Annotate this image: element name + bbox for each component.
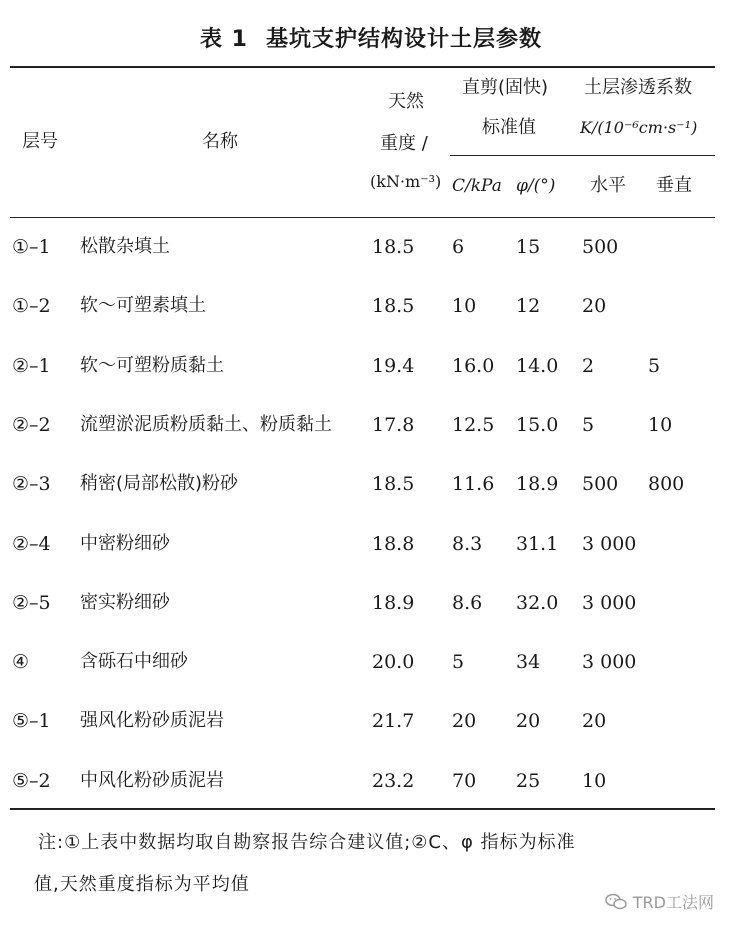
header-unit-weight-3: (kN·m⁻³) [370, 172, 442, 191]
cell-k-horizontal: 500 [582, 236, 619, 258]
header-unit-weight-2: 重度 / [380, 133, 428, 154]
header-layer-no: 层号 [22, 131, 58, 152]
cell-k-horizontal: 3 000 [582, 651, 637, 674]
cell-unit-weight: 18.9 [372, 591, 415, 614]
bottom-rule [10, 808, 715, 810]
cell-name: 中密粉细砂 [80, 532, 170, 554]
cell-k-horizontal: 10 [582, 769, 607, 792]
header-sub-rule [450, 155, 715, 156]
cell-k-horizontal: 3 000 [582, 591, 637, 614]
cell-name: 含砾石中细砂 [80, 651, 188, 673]
cell-unit-weight: 18.8 [372, 532, 415, 555]
cell-cohesion: 5 [452, 651, 465, 674]
cell-unit-weight: 18.5 [372, 236, 415, 258]
cell-friction-angle: 12 [516, 295, 541, 318]
cell-friction-angle: 20 [516, 710, 541, 733]
top-rule [10, 66, 715, 68]
header-unit-weight-1: 天然 [388, 91, 424, 112]
cell-layer-no: ②–1 [12, 354, 51, 377]
cell-layer-no: ②–3 [12, 473, 51, 496]
cell-name: 中风化粉砂质泥岩 [80, 769, 224, 791]
cell-k-vertical: 800 [648, 473, 685, 496]
cell-cohesion: 6 [452, 236, 465, 258]
cell-name: 松散杂填土 [80, 236, 170, 257]
cell-layer-no: ④ [12, 651, 30, 674]
cell-unit-weight: 23.2 [372, 769, 415, 792]
cell-unit-weight: 21.7 [372, 710, 415, 733]
cell-k-horizontal: 2 [582, 354, 595, 377]
cell-k-horizontal: 5 [582, 413, 595, 436]
header-shear-2: 标准值 [482, 117, 536, 138]
cell-friction-angle: 32.0 [516, 591, 559, 614]
header-permeability-1: 土层渗透系数 [584, 77, 692, 98]
header-horizontal: 水平 [590, 175, 626, 196]
cell-layer-no: ②–2 [12, 413, 51, 436]
wechat-icon [605, 893, 627, 911]
table-title-text: 基坑支护结构设计土层参数 [265, 27, 542, 52]
header-vertical: 垂直 [656, 175, 692, 196]
cell-cohesion: 8.3 [452, 532, 483, 555]
cell-k-horizontal: 3 000 [582, 532, 637, 555]
cell-unit-weight: 20.0 [372, 651, 415, 674]
cell-name: 密实粉细砂 [80, 591, 170, 613]
header-shear-1: 直剪(固快) [462, 77, 549, 98]
cell-cohesion: 12.5 [452, 413, 495, 436]
cell-k-horizontal: 20 [582, 710, 607, 733]
header-permeability-2: K/(10⁻⁶cm·s⁻¹) [580, 118, 698, 137]
watermark [605, 890, 714, 913]
watermark-text: TRD工法网 [632, 893, 714, 912]
header-bottom-rule [10, 217, 715, 218]
cell-cohesion: 10 [452, 295, 477, 318]
cell-friction-angle: 15.0 [516, 413, 559, 436]
table-number: 表 1 [200, 27, 248, 52]
cell-name: 流塑淤泥质粉质黏土、粉质黏土 [80, 413, 332, 435]
cell-k-horizontal: 500 [582, 473, 619, 496]
header-phi: φ/(°) [516, 176, 556, 196]
cell-k-vertical: 10 [648, 413, 673, 436]
cell-cohesion: 11.6 [452, 473, 495, 496]
cell-layer-no: ②–4 [12, 532, 51, 555]
cell-friction-angle: 34 [516, 651, 541, 674]
cell-k-vertical: 5 [648, 354, 661, 377]
cell-friction-angle: 31.1 [516, 532, 559, 555]
cell-cohesion: 20 [452, 710, 477, 733]
cell-unit-weight: 18.5 [372, 295, 415, 318]
cell-friction-angle: 18.9 [516, 473, 559, 496]
cell-friction-angle: 14.0 [516, 354, 559, 377]
cell-cohesion: 8.6 [452, 591, 483, 614]
note-line-2: 值,天然重度指标为平均值 [34, 874, 250, 895]
cell-name: 软～可塑素填土 [80, 295, 206, 317]
cell-layer-no: ①–2 [12, 295, 51, 318]
cell-layer-no: ①–1 [12, 236, 51, 258]
cell-name: 稍密(局部松散)粉砂 [80, 473, 239, 495]
cell-layer-no: ②–5 [12, 591, 51, 614]
header-name: 名称 [202, 131, 238, 152]
cell-friction-angle: 25 [516, 769, 541, 792]
cell-cohesion: 70 [452, 769, 477, 792]
cell-friction-angle: 15 [516, 236, 541, 258]
cell-layer-no: ⑤–2 [12, 769, 51, 792]
cell-k-horizontal: 20 [582, 295, 607, 318]
header-c: C/kPa [452, 176, 502, 196]
cell-unit-weight: 18.5 [372, 473, 415, 496]
cell-unit-weight: 19.4 [372, 354, 415, 377]
cell-layer-no: ⑤–1 [12, 710, 51, 733]
cell-name: 软～可塑粉质黏土 [80, 354, 224, 376]
cell-cohesion: 16.0 [452, 354, 495, 377]
table-title [0, 22, 742, 53]
cell-unit-weight: 17.8 [372, 413, 415, 436]
note-line-1: 注:①上表中数据均取自勘察报告综合建议值;②C、φ 指标为标准 [38, 832, 576, 853]
cell-name: 强风化粉砂质泥岩 [80, 710, 224, 732]
